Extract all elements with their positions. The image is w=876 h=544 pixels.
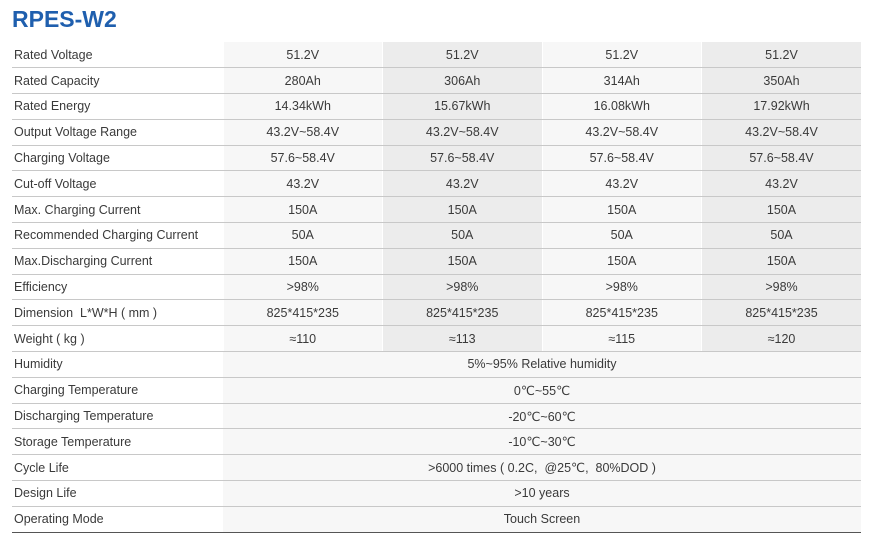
table-cell: 150A: [542, 197, 702, 223]
table-cell: 150A: [383, 197, 543, 223]
table-row-recommended-charging-current: [12, 223, 861, 249]
table-cell: 57.6~58.4V: [383, 145, 543, 171]
table-cell: 43.2V: [542, 171, 702, 197]
row-label: Recommended Charging Current: [12, 223, 223, 249]
table-cell: 50A: [223, 223, 383, 249]
table-cell-merged: Touch Screen: [223, 506, 861, 532]
row-label: Rated Voltage: [12, 42, 223, 68]
table-cell: ≈115: [542, 326, 702, 352]
row-label: Max. Charging Current: [12, 197, 223, 223]
table-cell: 150A: [223, 197, 383, 223]
table-cell: 51.2V: [383, 42, 543, 68]
table-row-dimension: [12, 300, 861, 326]
table-cell: 50A: [702, 223, 862, 249]
table-row-charging-temperature: [12, 377, 861, 403]
table-cell: 43.2V~58.4V: [542, 119, 702, 145]
row-label: Rated Capacity: [12, 68, 223, 94]
table-cell: 314Ah: [542, 68, 702, 94]
table-cell: 825*415*235: [542, 300, 702, 326]
spec-table-body: [12, 42, 861, 532]
table-cell: 280Ah: [223, 68, 383, 94]
table-cell-merged: >10 years: [223, 481, 861, 507]
table-row-cycle-life: [12, 455, 861, 481]
table-cell-merged: 0℃~55℃: [223, 377, 861, 403]
table-row-max-discharging-current: [12, 248, 861, 274]
row-label: Charging Temperature: [12, 377, 223, 403]
table-row-rated-energy: [12, 94, 861, 120]
table-cell: ≈120: [702, 326, 862, 352]
row-label: Charging Voltage: [12, 145, 223, 171]
table-cell: ≈110: [223, 326, 383, 352]
row-label: Max.Discharging Current: [12, 248, 223, 274]
table-cell: 150A: [223, 248, 383, 274]
table-cell: 17.92kWh: [702, 94, 862, 120]
table-cell: 43.2V~58.4V: [223, 119, 383, 145]
table-row-design-life: [12, 481, 861, 507]
table-row-rated-voltage: [12, 42, 861, 68]
table-cell: 57.6~58.4V: [223, 145, 383, 171]
table-cell: 50A: [383, 223, 543, 249]
table-cell: 825*415*235: [223, 300, 383, 326]
table-cell: 51.2V: [702, 42, 862, 68]
table-row-output-voltage-range: [12, 119, 861, 145]
table-cell: >98%: [702, 274, 862, 300]
table-row-charging-voltage: [12, 145, 861, 171]
table-cell: 43.2V: [223, 171, 383, 197]
row-label: Operating Mode: [12, 506, 223, 532]
table-row-weight: [12, 326, 861, 352]
table-cell: 150A: [542, 248, 702, 274]
table-cell: 57.6~58.4V: [542, 145, 702, 171]
table-cell: 43.2V: [702, 171, 862, 197]
table-cell: 51.2V: [542, 42, 702, 68]
table-row-efficiency: [12, 274, 861, 300]
table-cell-merged: -10℃~30℃: [223, 429, 861, 455]
table-cell: 15.67kWh: [383, 94, 543, 120]
row-label: Rated Energy: [12, 94, 223, 120]
table-row-humidity: [12, 352, 861, 378]
row-label: Storage Temperature: [12, 429, 223, 455]
table-row-max-charging-current: [12, 197, 861, 223]
table-row-storage-temperature: [12, 429, 861, 455]
table-cell-merged: -20℃~60℃: [223, 403, 861, 429]
table-row-rated-capacity: [12, 68, 861, 94]
table-cell: 50A: [542, 223, 702, 249]
table-cell: >98%: [542, 274, 702, 300]
table-cell: >98%: [223, 274, 383, 300]
row-label: Humidity: [12, 352, 223, 378]
table-row-cut-off-voltage: [12, 171, 861, 197]
row-label: Discharging Temperature: [12, 403, 223, 429]
row-label: Design Life: [12, 481, 223, 507]
row-label: Cut-off Voltage: [12, 171, 223, 197]
table-cell: 350Ah: [702, 68, 862, 94]
row-label: Dimension L*W*H ( mm ): [12, 300, 223, 326]
table-row-operating-mode: [12, 506, 861, 532]
table-cell: 150A: [702, 248, 862, 274]
table-cell-merged: >6000 times ( 0.2C, @25℃, 80%DOD ): [223, 455, 861, 481]
spec-table: [12, 42, 861, 533]
table-cell: 16.08kWh: [542, 94, 702, 120]
row-label: Efficiency: [12, 274, 223, 300]
table-cell: 57.6~58.4V: [702, 145, 862, 171]
table-cell: 150A: [702, 197, 862, 223]
table-cell-merged: 5%~95% Relative humidity: [223, 352, 861, 378]
row-label: Cycle Life: [12, 455, 223, 481]
table-cell: 43.2V~58.4V: [702, 119, 862, 145]
table-cell: 14.34kWh: [223, 94, 383, 120]
table-cell: 306Ah: [383, 68, 543, 94]
table-cell: 43.2V~58.4V: [383, 119, 543, 145]
page-title: RPES-W2: [12, 6, 117, 32]
table-cell: 825*415*235: [383, 300, 543, 326]
table-cell: 150A: [383, 248, 543, 274]
table-cell: 51.2V: [223, 42, 383, 68]
table-cell: >98%: [383, 274, 543, 300]
row-label: Weight ( kg ): [12, 326, 223, 352]
table-cell: 825*415*235: [702, 300, 862, 326]
table-row-discharging-temperature: [12, 403, 861, 429]
table-cell: 43.2V: [383, 171, 543, 197]
table-cell: ≈113: [383, 326, 543, 352]
row-label: Output Voltage Range: [12, 119, 223, 145]
